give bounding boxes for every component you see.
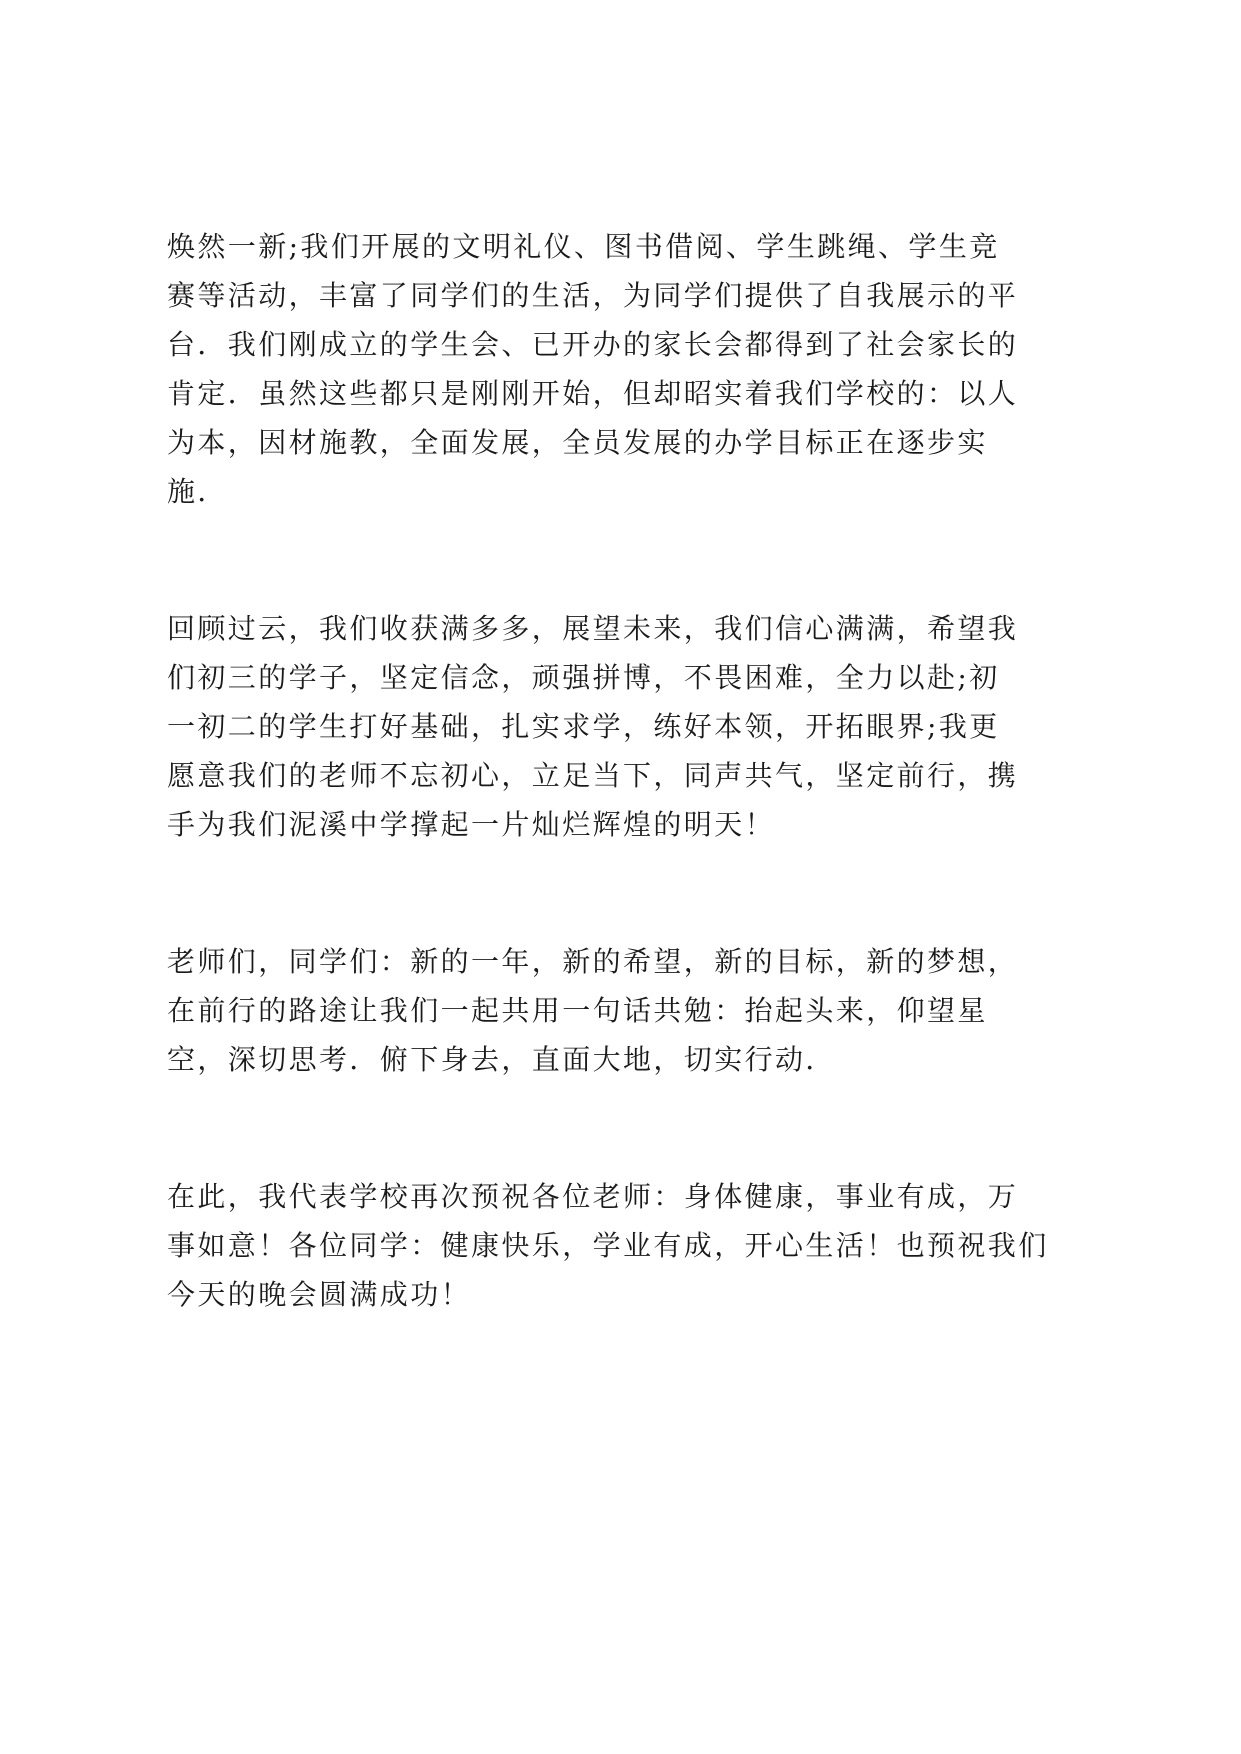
text-line: 肯定．虽然这些都只是刚刚开始，但却昭实着我们学校的：以人 [167, 377, 1019, 410]
paragraph-4 [167, 1172, 1097, 1319]
text-line: 回顾过云，我们收获满多多，展望未来，我们信心满满，希望我 [167, 612, 1019, 645]
text-line: 施． [167, 475, 228, 508]
text-line: 老师们，同学们：新的一年，新的希望，新的目标，新的梦想， [167, 945, 1019, 978]
text-line: 手为我们泥溪中学撑起一片灿烂辉煌的明天！ [167, 808, 776, 841]
paragraph-3 [167, 937, 1097, 1084]
text-line: 赛等活动，丰富了同学们的生活，为同学们提供了自我展示的平 [167, 279, 1019, 312]
text-line: 在此，我代表学校再次预祝各位老师：身体健康，事业有成，万 [167, 1180, 1019, 1213]
text-line: 今天的晚会圆满成功！ [167, 1278, 472, 1311]
text-line: 焕然一新;我们开展的文明礼仪、图书借阅、学生跳绳、学生竞 [167, 230, 1000, 263]
paragraph-1 [167, 222, 1097, 516]
text-line: 在前行的路途让我们一起共用一句话共勉：抬起头来，仰望星 [167, 994, 988, 1027]
text-line: 空，深切思考．俯下身去，直面大地，切实行动． [167, 1043, 836, 1076]
text-line: 事如意！各位同学：健康快乐，学业有成，开心生活！也预祝我们 [167, 1229, 1049, 1262]
text-line: 们初三的学子，坚定信念，顽强拼博，不畏困难，全力以赴;初 [167, 661, 1000, 694]
document-body [167, 222, 1097, 1319]
text-line: 为本，因材施教，全面发展，全员发展的办学目标正在逐步实 [167, 426, 988, 459]
paragraph-spacer [167, 849, 1097, 937]
text-line: 一初二的学生打好基础，扎实求学，练好本领，开拓眼界;我更 [167, 710, 1000, 743]
paragraph-2 [167, 604, 1097, 849]
paragraph-spacer [167, 1084, 1097, 1172]
text-line: 台．我们刚成立的学生会、已开办的家长会都得到了社会家长的 [167, 328, 1019, 361]
paragraph-spacer [167, 516, 1097, 604]
text-line: 愿意我们的老师不忘初心，立足当下，同声共气，坚定前行，携 [167, 759, 1019, 792]
